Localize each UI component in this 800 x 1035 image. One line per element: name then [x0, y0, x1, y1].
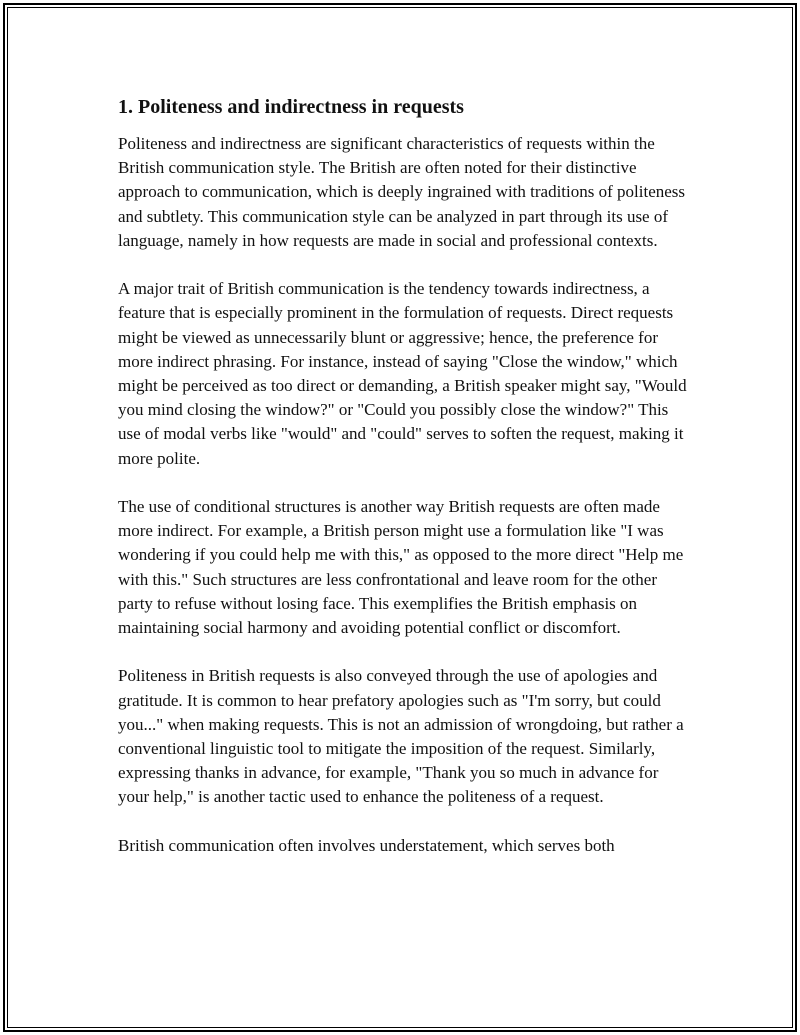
paragraph: A major trait of British communication is the tendency towards indirectness, a feature that is especially prominent in the formulation of requests. Direct requests might be viewed as unnecessarily blunt or aggressive; hence, the preference for more indirect phrasing. For instance, instead of saying "Close the window," which might be perceived as too direct or demanding, a British speaker might say, "Would you mind closing the window?" or "Could you possibly close the window?" This use of modal verbs like "would" and "could" serves to soften the request, making it more polite.	[118, 279, 687, 468]
document-body	[118, 94, 688, 882]
paragraph: British communication often involves understatement, which serves both	[118, 835, 615, 855]
section-heading: 1. Politeness and indirectness in requests	[118, 96, 464, 118]
paragraph: The use of conditional structures is another way British requests are often made more indirect. For example, a British person might use a formulation like "I was wondering if you could help me with this," as opposed to the more direct "Help me with this." Such structures are less confrontational and leave room for the other party to refuse without losing face. This exemplifies the British emphasis on maintaining social harmony and avoiding potential conflict or discomfort.	[118, 497, 684, 638]
paragraph: Politeness and indirectness are significant characteristics of requests within the British communication style. The British are often noted for their distinctive approach to communication, which is deeply ingrained with traditions of politeness and subtlety. This communication style can be analyzed in part through its use of language, namely in how requests are made in social and professional contexts.	[118, 134, 686, 250]
paragraph: Politeness in British requests is also conveyed through the use of apologies and gratitude. It is common to hear prefatory apologies such as "I'm sorry, but could you..." when making requests. This is not an admission of wrongdoing, but rather a conventional linguistic tool to mitigate the imposition of the request. Similarly, expressing thanks in advance, for example, "Thank you so much in advance for your help," is another tactic used to enhance the politeness of a request.	[118, 666, 684, 807]
